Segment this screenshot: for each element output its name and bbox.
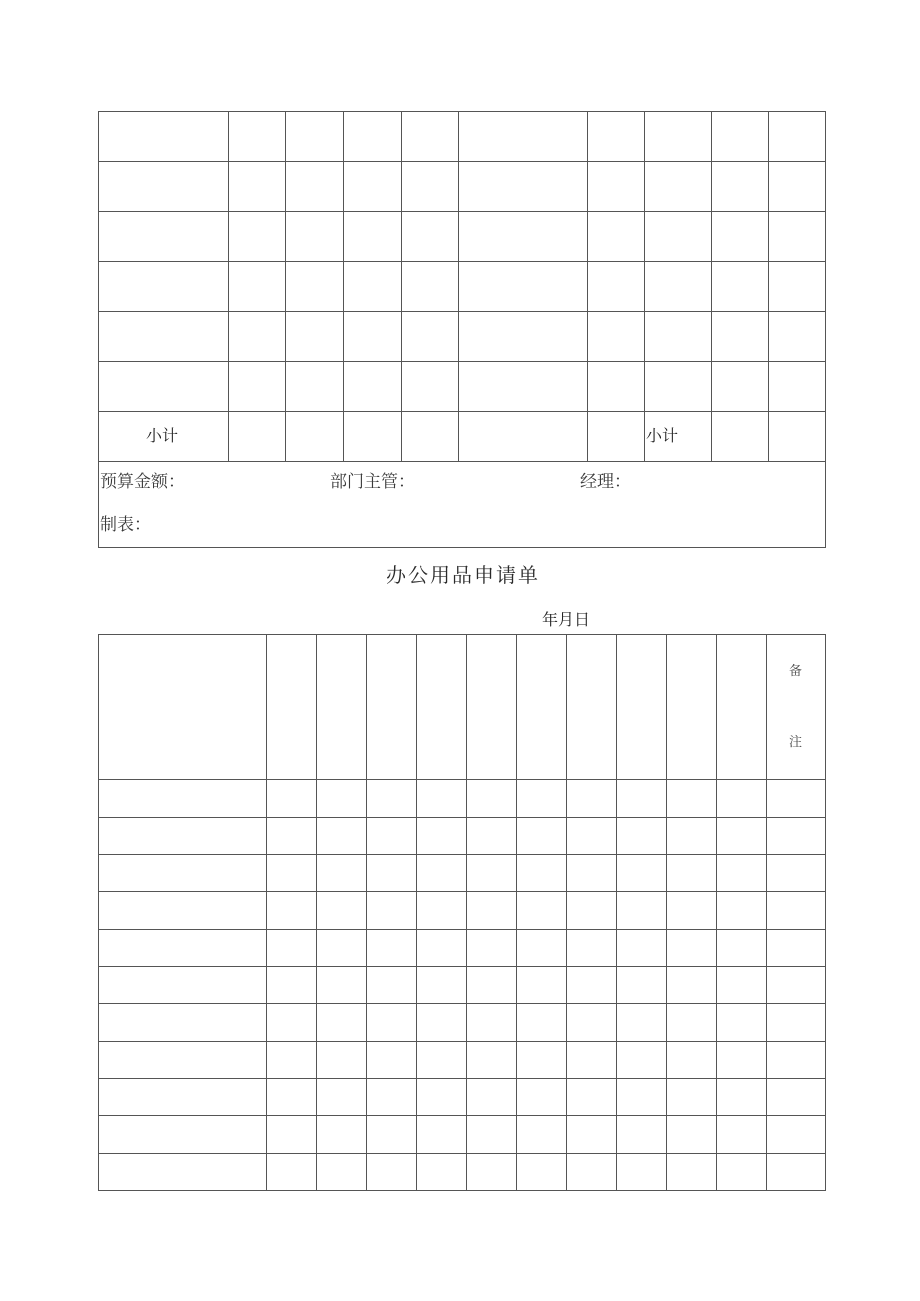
budget-amount-label: 预算金额： — [100, 472, 185, 492]
subtotal-label-left: 小计 — [146, 426, 179, 445]
remarks-header-char-1: 备 — [789, 664, 803, 679]
remarks-header-char-2: 注 — [789, 735, 803, 750]
subtotal-label-right: 小计 — [646, 426, 679, 445]
manager-label: 经理： — [580, 472, 631, 492]
budget-table-frame — [99, 112, 826, 548]
request-table — [98, 634, 826, 1191]
prepared-by-label: 制表： — [100, 515, 151, 535]
form-title: 办公用品申请单 — [386, 563, 540, 587]
dept-supervisor-label: 部门主管： — [330, 472, 415, 492]
date-label: 年月日 — [542, 610, 591, 629]
